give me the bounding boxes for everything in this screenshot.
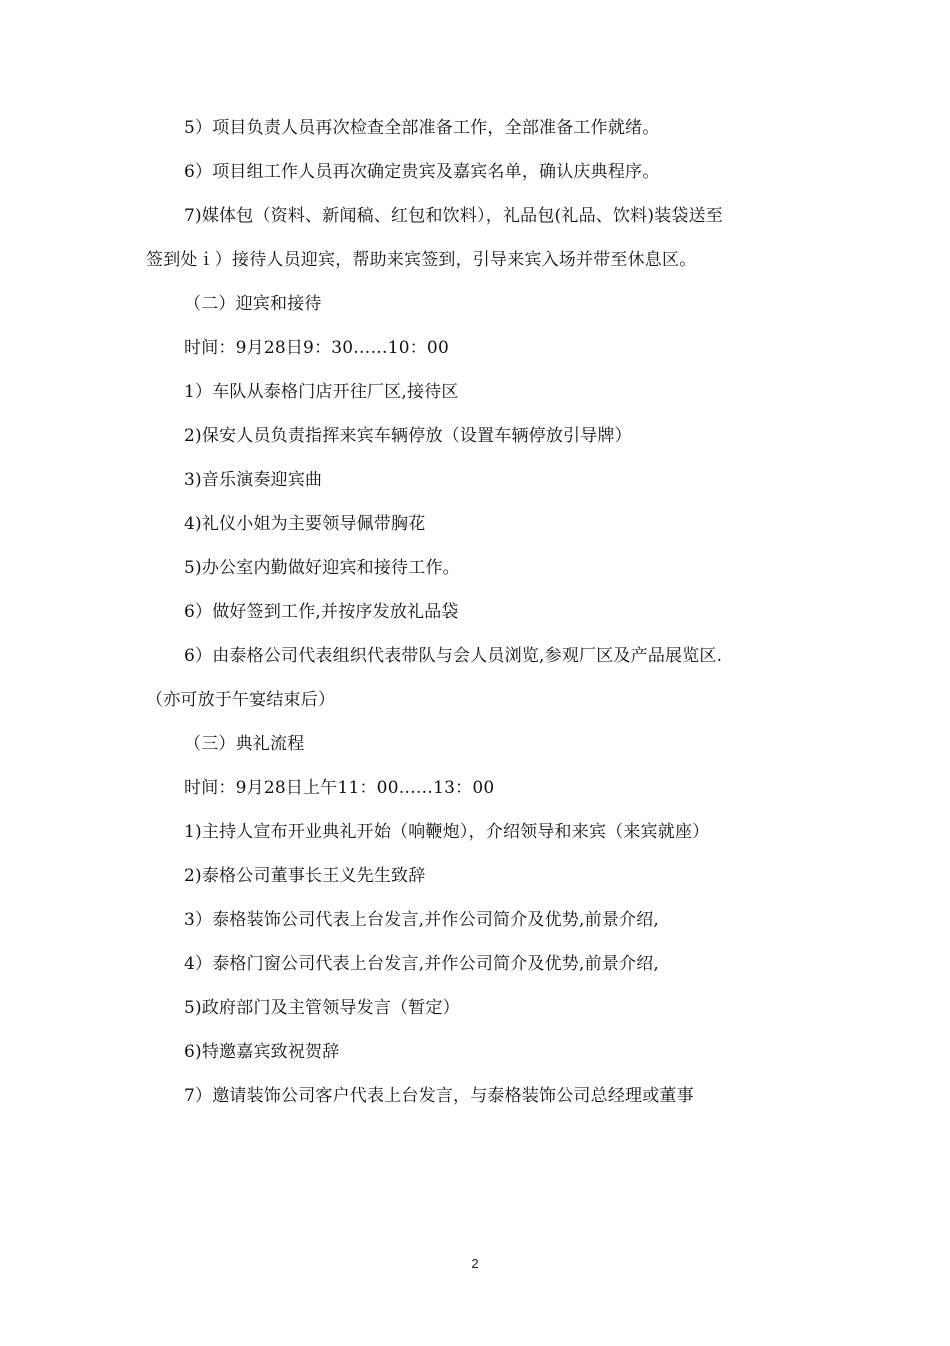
paragraph-line: 3)音乐演奏迎宾曲 xyxy=(184,470,323,490)
paragraph-line: 7)媒体包（资料、新闻稿、红包和饮料），礼品包(礼品、饮料)装袋送至 xyxy=(184,206,724,226)
paragraph-line: 2)泰格公司董事长王义先生致辞 xyxy=(184,866,426,886)
paragraph-line: （亦可放于午宴结束后） xyxy=(146,690,336,710)
paragraph-line: 5)办公室内勤做好迎宾和接待工作。 xyxy=(184,558,460,578)
paragraph-line: 4)礼仪小姐为主要领导佩带胸花 xyxy=(184,514,426,534)
paragraph-line: 3）泰格装饰公司代表上台发言,并作公司简介及优势,前景介绍, xyxy=(184,910,660,930)
paragraph-line: 5)政府部门及主管领导发言（暂定） xyxy=(184,998,460,1018)
paragraph-line: 6)特邀嘉宾致祝贺辞 xyxy=(184,1042,340,1062)
paragraph-line: 签到处ｉ）接待人员迎宾，帮助来宾签到，引导来宾入场并带至休息区。 xyxy=(146,250,697,270)
paragraph-line: 2)保安人员负责指挥来宾车辆停放（设置车辆停放引导牌） xyxy=(184,426,632,446)
time-line: 时间：9月28日9：30……10：00 xyxy=(184,338,449,358)
page-number: 2 xyxy=(471,1256,479,1271)
section-heading: （三）典礼流程 xyxy=(184,734,305,754)
time-line: 时间：9月28日上午11：00……13：00 xyxy=(184,778,495,798)
paragraph-line: 1)主持人宣布开业典礼开始（响鞭炮），介绍领导和来宾（来宾就座） xyxy=(184,822,710,842)
paragraph-line: 6）做好签到工作,并按序发放礼品袋 xyxy=(184,602,459,622)
paragraph-line: 6）项目组工作人员再次确定贵宾及嘉宾名单，确认庆典程序。 xyxy=(184,162,660,182)
paragraph-line: 7）邀请装饰公司客户代表上台发言，与泰格装饰公司总经理或董事 xyxy=(184,1086,694,1106)
paragraph-line: 4）泰格门窗公司代表上台发言,并作公司简介及优势,前景介绍, xyxy=(184,954,660,974)
paragraph-line: 5）项目负责人员再次检查全部准备工作，全部准备工作就绪。 xyxy=(184,118,660,138)
paragraph-line: 6）由泰格公司代表组织代表带队与会人员浏览,参观厂区及产品展览区. xyxy=(184,646,723,666)
section-heading: （二）迎宾和接待 xyxy=(184,294,322,314)
paragraph-line: 1）车队从泰格门店开往厂区,接待区 xyxy=(184,382,459,402)
